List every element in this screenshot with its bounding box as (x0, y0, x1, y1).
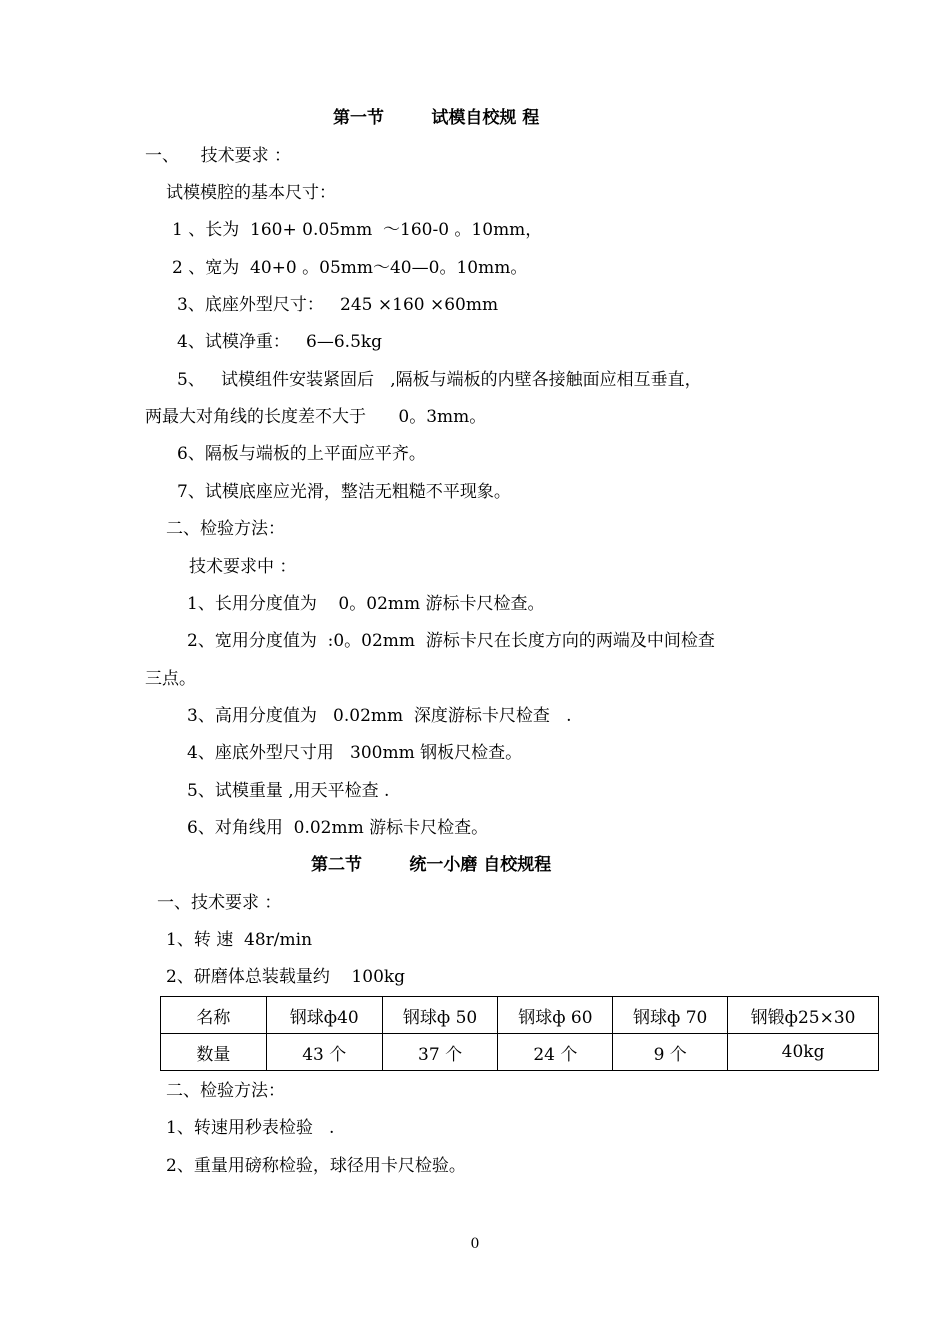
s1-line-8: 6、隔板与端板的上平面应平齐。 (177, 444, 426, 464)
table-cell: 名称 (161, 997, 267, 1034)
s1-line-16: 4、座底外型尺寸用 300mm 钢板尺检查。 (187, 743, 523, 763)
s1-line-11: 技术要求中 ： (189, 557, 297, 577)
table-cell: 钢球ф 50 (382, 997, 498, 1034)
s1-line-15: 3、高用分度值为 0.02mm 深度游标卡尺检查 . (187, 706, 572, 726)
s1-line-12: 1、长用分度值为 0。02mm 游标卡尺检查。 (187, 594, 545, 614)
s1-line-4: 3、底座外型尺寸： 245 ×160 ×60mm (177, 295, 499, 315)
table-cell: 钢锻ф25×30 (728, 997, 879, 1034)
table-cell: 钢球ф 70 (613, 997, 728, 1034)
s1-line-1: 试模模腔的基本尺寸： (166, 183, 336, 203)
s1-line-18: 6、对角线用 0.02mm 游标卡尺检查。 (187, 818, 489, 838)
table-cell: 37 个 (382, 1034, 498, 1071)
s1-line-9: 7、试模底座应光滑，整洁无粗糙不平现象。 (177, 482, 511, 502)
table-cell: 钢球ф 60 (498, 997, 613, 1034)
s1-line-7: 两最大对角线的长度差不大于 0。3mm。 (145, 407, 487, 427)
s1-line-3: 2 、宽为 40+0 。05mm～40—0。10mm。 (172, 258, 528, 278)
table-cell: 钢球ф40 (266, 997, 382, 1034)
table-row (161, 1034, 879, 1071)
s1-line-14: 三点。 (145, 669, 196, 689)
table-cell: 40kg (728, 1034, 879, 1071)
table-cell: 9 个 (613, 1034, 728, 1071)
section1-title: 第一节 试模自校规 程 (333, 108, 540, 128)
s2-after-line-2: 2、重量用磅称检验，球径用卡尺检验。 (166, 1156, 466, 1176)
s1-line-5: 4、试模净重： 6—6.5kg (177, 332, 383, 352)
section2-title: 第二节 统一小磨 自校规程 (311, 855, 552, 875)
page-number: 0 (470, 1236, 480, 1252)
s1-line-10: 二、检验方法： (166, 519, 285, 539)
table-row (161, 997, 879, 1034)
s2-after-line-1: 1、转速用秒表检验 . (166, 1118, 335, 1138)
s2-line-2: 2、研磨体总装载量约 100kg (166, 967, 406, 987)
s1-line-17: 5、试模重量 ,用天平检查 . (187, 781, 390, 801)
s1-line-6: 5、 试模组件安装紧固后 ,隔板与端板的内壁各接触面应相互垂直， (177, 370, 702, 390)
s1-line-2: 1 、长为 160+ 0.05mm ～160-0 。10mm， (172, 220, 543, 240)
s2-line-0: 一、技术要求 ： (157, 893, 282, 913)
s2-line-1: 1、转 速 48r/min (166, 930, 313, 950)
s2-after-line-0: 二、检验方法： (166, 1081, 285, 1101)
table-cell: 数量 (161, 1034, 267, 1071)
ball-quantity-table (160, 996, 879, 1071)
s1-line-13: 2、宽用分度值为 :0。02mm 游标卡尺在长度方向的两端及中间检查 (187, 631, 715, 651)
table-cell: 43 个 (266, 1034, 382, 1071)
s1-line-0: 一、 技术要求 ： (145, 146, 292, 166)
table-cell: 24 个 (498, 1034, 613, 1071)
